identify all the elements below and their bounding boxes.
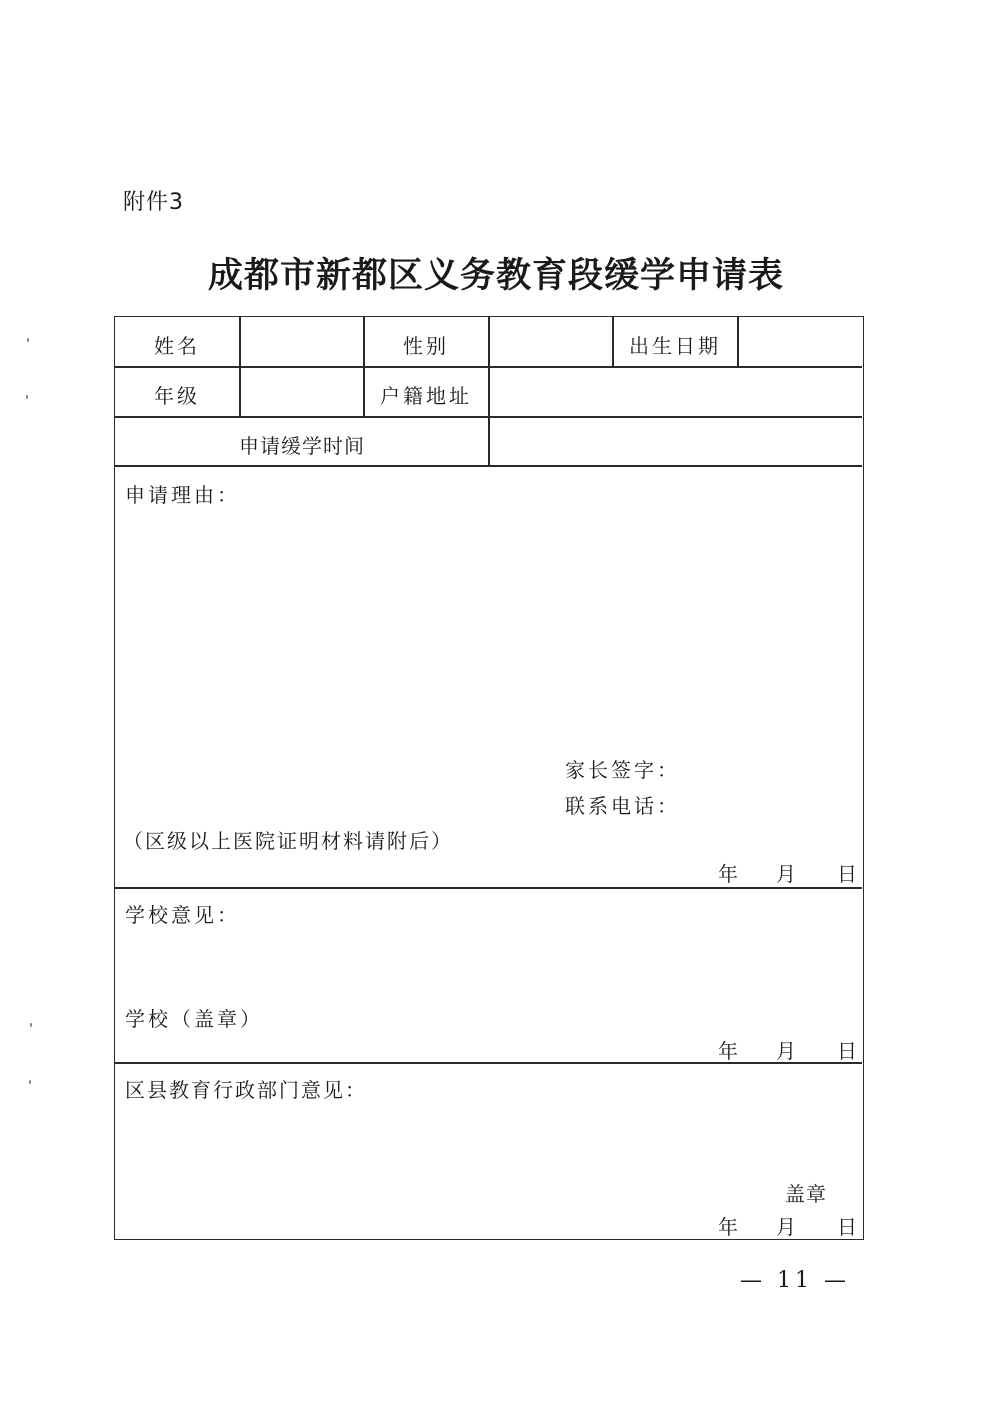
birthdate-label: 出生日期 xyxy=(629,334,721,358)
scan-speck xyxy=(30,1023,32,1027)
day-label: 日 xyxy=(837,1039,857,1063)
column-divider xyxy=(612,317,614,366)
month-label: 月 xyxy=(776,1039,796,1063)
month-label: 月 xyxy=(776,1215,796,1239)
school-opinion-field[interactable] xyxy=(125,932,825,992)
month-label: 月 xyxy=(776,862,796,886)
application-form xyxy=(114,316,864,1240)
year-label: 年 xyxy=(718,1215,738,1239)
year-label: 年 xyxy=(718,1039,738,1063)
seal-label: 盖章 xyxy=(785,1182,827,1206)
grade-field[interactable] xyxy=(241,368,362,415)
school-opinion-label: 学校意见： xyxy=(125,903,240,927)
page-number: — 11 — xyxy=(740,1268,850,1293)
year-label: 年 xyxy=(718,862,738,886)
school-seal-label: 学校（盖章） xyxy=(125,1007,263,1031)
row-divider-5 xyxy=(115,1062,862,1064)
household-address-field[interactable] xyxy=(490,368,860,415)
day-label: 日 xyxy=(837,862,857,886)
birthdate-field[interactable] xyxy=(739,319,860,365)
contact-phone-label: 联系电话： xyxy=(565,794,680,818)
document-title: 成都市新都区义务教育段缓学申请表 xyxy=(207,255,784,296)
scan-speck xyxy=(29,1080,31,1084)
hospital-note: （区级以上医院证明材料请附后） xyxy=(123,829,453,853)
name-field[interactable] xyxy=(241,319,362,365)
row-divider-3 xyxy=(115,465,862,467)
attachment-label: 附件3 xyxy=(123,190,184,215)
scan-speck xyxy=(26,395,28,399)
parent-signature-label: 家长签字： xyxy=(565,758,680,782)
deferral-period-field[interactable] xyxy=(490,418,860,464)
reason-field[interactable] xyxy=(125,512,545,812)
row-divider-4 xyxy=(115,887,862,889)
grade-label: 年级 xyxy=(154,384,200,408)
scan-speck xyxy=(27,338,29,342)
reason-label: 申请理由： xyxy=(125,483,240,507)
district-opinion-field[interactable] xyxy=(125,1107,765,1167)
gender-field[interactable] xyxy=(490,319,611,365)
household-address-label: 户籍地址 xyxy=(380,384,472,408)
day-label: 日 xyxy=(837,1215,857,1239)
name-label: 姓名 xyxy=(154,334,200,358)
gender-label: 性别 xyxy=(403,334,449,358)
column-divider xyxy=(363,317,365,416)
deferral-period-label: 申请缓学时间 xyxy=(239,434,365,458)
district-opinion-label: 区县教育行政部门意见： xyxy=(125,1078,367,1102)
